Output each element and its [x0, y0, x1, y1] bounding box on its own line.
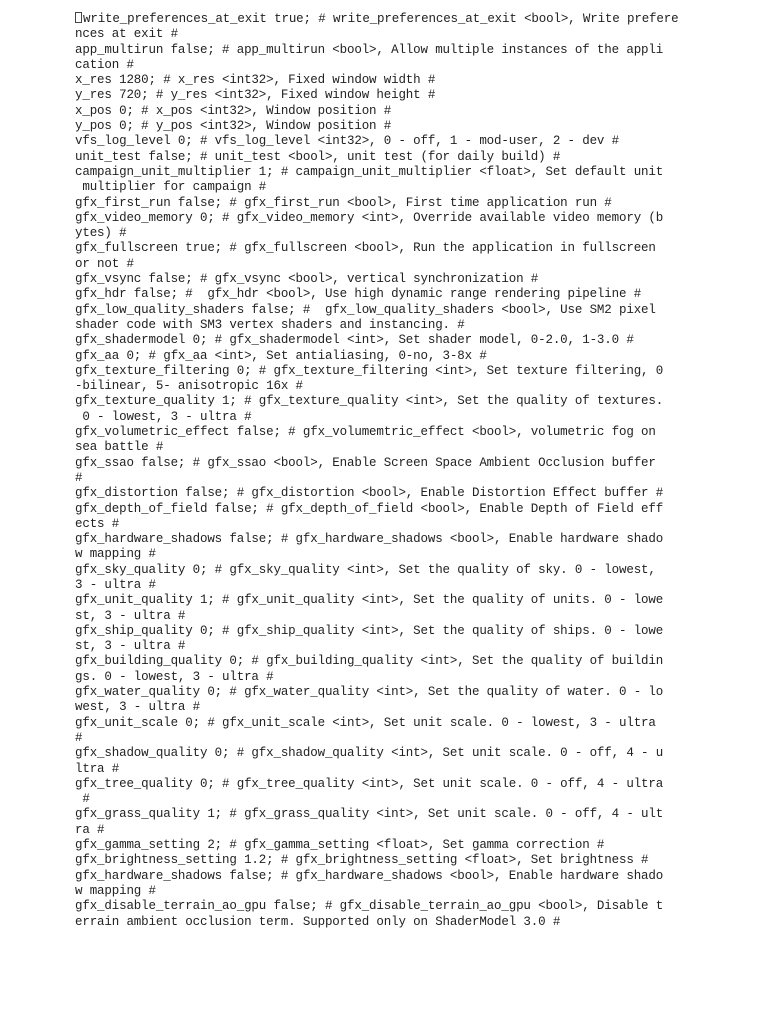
config-line-text: errain ambient occlusion term. Supported only on ShaderModel 3.0 # — [75, 914, 561, 929]
config-line — [75, 12, 679, 27]
config-line — [75, 440, 675, 455]
config-line-text: gfx_distortion false; # gfx_distortion <bool>, Enable Distortion Effect buffer # — [75, 486, 664, 501]
config-line-text: gfx_sky_quality 0; # gfx_sky_quality <int>, Set the quality of sky. 0 - lowest, — [75, 562, 656, 577]
config-line-text: gs. 0 - lowest, 3 - ultra # — [75, 669, 274, 684]
config-line-text: gfx_grass_quality 1; # gfx_grass_quality <int>, Set unit scale. 0 - off, 4 - ult — [75, 807, 664, 822]
config-line-text: gfx_video_memory 0; # gfx_video_memory <int>, Override available video memory (b — [75, 210, 664, 225]
config-line — [75, 257, 675, 272]
config-line-text: x_res 1280; # x_res <int32>, Fixed window width # — [75, 73, 436, 88]
config-line-text: 0 - lowest, 3 - ultra # — [75, 409, 252, 424]
config-line-text: campaign_unit_multiplier 1; # campaign_unit_multiplier <float>, Set default unit — [75, 164, 664, 179]
config-line — [75, 349, 675, 364]
config-line-text: y_pos 0; # y_pos <int32>, Window position # — [75, 119, 392, 134]
config-line — [75, 165, 675, 180]
config-text-block — [75, 12, 679, 930]
config-line-text: cation # — [75, 57, 134, 72]
config-line — [75, 379, 675, 394]
config-line-text: vfs_log_level 0; # vfs_log_level <int32>, 0 - off, 1 - mod-user, 2 - dev # — [75, 134, 619, 149]
config-line — [75, 333, 675, 348]
config-line — [75, 578, 675, 593]
config-line-text: gfx_unit_quality 1; # gfx_unit_quality <int>, Set the quality of units. 0 - lowe — [75, 593, 664, 608]
config-line — [75, 88, 675, 103]
config-line-text: gfx_fullscreen true; # gfx_fullscreen <bool>, Run the application in fullscreen — [75, 241, 656, 256]
config-line — [75, 884, 675, 899]
config-line — [75, 211, 675, 226]
config-line — [75, 150, 675, 165]
config-line-text: gfx_tree_quality 0; # gfx_tree_quality <int>, Set unit scale. 0 - off, 4 - ultra — [75, 776, 664, 791]
config-line — [75, 899, 675, 914]
config-line-text: multiplier for campaign # — [75, 180, 267, 195]
config-line-text: gfx_gamma_setting 2; # gfx_gamma_setting <float>, Set gamma correction # — [75, 838, 605, 853]
config-line-text: ra # — [75, 822, 105, 837]
config-line-text: unit_test false; # unit_test <bool>, unit test (for daily build) # — [75, 149, 561, 164]
config-line-text: sea battle # — [75, 440, 164, 455]
config-line — [75, 624, 675, 639]
config-line — [75, 639, 675, 654]
config-line-text: ects # — [75, 516, 120, 531]
config-line — [75, 471, 675, 486]
config-line-text: gfx_hdr false; # gfx_hdr <bool>, Use high dynamic range rendering pipeline # — [75, 287, 642, 302]
config-line-text: # — [75, 730, 83, 745]
config-line — [75, 318, 675, 333]
config-line — [75, 593, 675, 608]
config-line — [75, 364, 675, 379]
config-line — [75, 287, 675, 302]
config-line — [75, 746, 675, 761]
config-line — [75, 73, 675, 88]
missing-glyph-box-icon — [75, 12, 82, 23]
config-line-text: w mapping # — [75, 547, 156, 562]
config-line — [75, 700, 675, 715]
config-line-text: app_multirun false; # app_multirun <bool>, Allow multiple instances of the appli — [75, 42, 664, 57]
config-line — [75, 425, 675, 440]
config-line-text: gfx_unit_scale 0; # gfx_unit_scale <int>, Set unit scale. 0 - lowest, 3 - ultra — [75, 715, 656, 730]
config-line-text: gfx_volumetric_effect false; # gfx_volumemtric_effect <bool>, volumetric fog on — [75, 425, 656, 440]
config-line — [75, 547, 675, 562]
config-line — [75, 731, 675, 746]
config-line-text: gfx_building_quality 0; # gfx_building_quality <int>, Set the quality of buildin — [75, 654, 664, 669]
config-line-text: gfx_vsync false; # gfx_vsync <bool>, vertical synchronization # — [75, 272, 539, 287]
config-line — [75, 792, 675, 807]
config-line — [75, 27, 675, 42]
config-line-text: gfx_first_run false; # gfx_first_run <bool>, First time application run # — [75, 195, 612, 210]
config-line-text: st, 3 - ultra # — [75, 608, 186, 623]
config-line — [75, 777, 675, 792]
config-line — [75, 134, 675, 149]
config-line-text: gfx_hardware_shadows false; # gfx_hardware_shadows <bool>, Enable hardware shado — [75, 532, 664, 547]
config-line — [75, 869, 675, 884]
config-line — [75, 58, 675, 73]
config-line — [75, 915, 675, 930]
config-line-text: # — [75, 792, 90, 807]
config-line — [75, 303, 675, 318]
config-line — [75, 807, 675, 822]
config-line-text: st, 3 - ultra # — [75, 639, 186, 654]
config-line-text: ltra # — [75, 761, 120, 776]
config-line-text: gfx_texture_filtering 0; # gfx_texture_filtering <int>, Set texture filtering, 0 — [75, 363, 664, 378]
config-line-text: west, 3 - ultra # — [75, 700, 200, 715]
config-line — [75, 226, 675, 241]
config-line — [75, 823, 675, 838]
config-line — [75, 532, 675, 547]
config-line-text: gfx_low_quality_shaders false; # gfx_low_quality_shaders <bool>, Use SM2 pixel — [75, 302, 656, 317]
config-line-text: 3 - ultra # — [75, 577, 156, 592]
config-line-text: write_preferences_at_exit true; # write_preferences_at_exit <bool>, Write prefere — [83, 12, 679, 26]
config-line-text: x_pos 0; # x_pos <int32>, Window position # — [75, 103, 392, 118]
config-line-text: gfx_aa 0; # gfx_aa <int>, Set antialiasing, 0-no, 3-8x # — [75, 348, 487, 363]
config-line — [75, 43, 675, 58]
config-line-text: gfx_brightness_setting 1.2; # gfx_brightness_setting <float>, Set brightness # — [75, 853, 649, 868]
config-line-text: gfx_water_quality 0; # gfx_water_quality <int>, Set the quality of water. 0 - lo — [75, 685, 664, 700]
config-line — [75, 685, 675, 700]
config-line — [75, 670, 675, 685]
config-line-text: gfx_shadow_quality 0; # gfx_shadow_quality <int>, Set unit scale. 0 - off, 4 - u — [75, 746, 664, 761]
config-line — [75, 716, 675, 731]
config-line — [75, 456, 675, 471]
config-line-text: gfx_texture_quality 1; # gfx_texture_quality <int>, Set the quality of textures. — [75, 394, 664, 409]
config-line-text: ytes) # — [75, 226, 127, 241]
config-line — [75, 762, 675, 777]
config-line — [75, 104, 675, 119]
config-line — [75, 502, 675, 517]
config-line — [75, 119, 675, 134]
config-line-text: or not # — [75, 256, 134, 271]
config-line — [75, 180, 675, 195]
config-line — [75, 654, 675, 669]
config-line — [75, 853, 675, 868]
config-line — [75, 241, 675, 256]
config-line — [75, 517, 675, 532]
config-line — [75, 838, 675, 853]
config-line — [75, 410, 675, 425]
config-line-text: gfx_shadermodel 0; # gfx_shadermodel <int>, Set shader model, 0-2.0, 1-3.0 # — [75, 333, 634, 348]
config-line-text: gfx_hardware_shadows false; # gfx_hardware_shadows <bool>, Enable hardware shado — [75, 868, 664, 883]
config-line-text: gfx_ship_quality 0; # gfx_ship_quality <int>, Set the quality of ships. 0 - lowe — [75, 623, 664, 638]
config-line-text: gfx_ssao false; # gfx_ssao <bool>, Enable Screen Space Ambient Occlusion buffer — [75, 455, 656, 470]
config-line-text: gfx_depth_of_field false; # gfx_depth_of_field <bool>, Enable Depth of Field eff — [75, 501, 664, 516]
config-line — [75, 394, 675, 409]
config-line-text: -bilinear, 5- anisotropic 16x # — [75, 379, 303, 394]
config-line-text: shader code with SM3 vertex shaders and instancing. # — [75, 317, 465, 332]
config-line-text: nces at exit # — [75, 27, 178, 42]
config-line-text: y_res 720; # y_res <int32>, Fixed window height # — [75, 88, 436, 103]
config-line — [75, 196, 675, 211]
config-line-text: w mapping # — [75, 883, 156, 898]
config-line-text: # — [75, 470, 83, 485]
config-line — [75, 486, 675, 501]
config-line — [75, 609, 675, 624]
config-line — [75, 272, 675, 287]
config-line — [75, 563, 675, 578]
config-line-text: gfx_disable_terrain_ao_gpu false; # gfx_disable_terrain_ao_gpu <bool>, Disable t — [75, 899, 664, 914]
